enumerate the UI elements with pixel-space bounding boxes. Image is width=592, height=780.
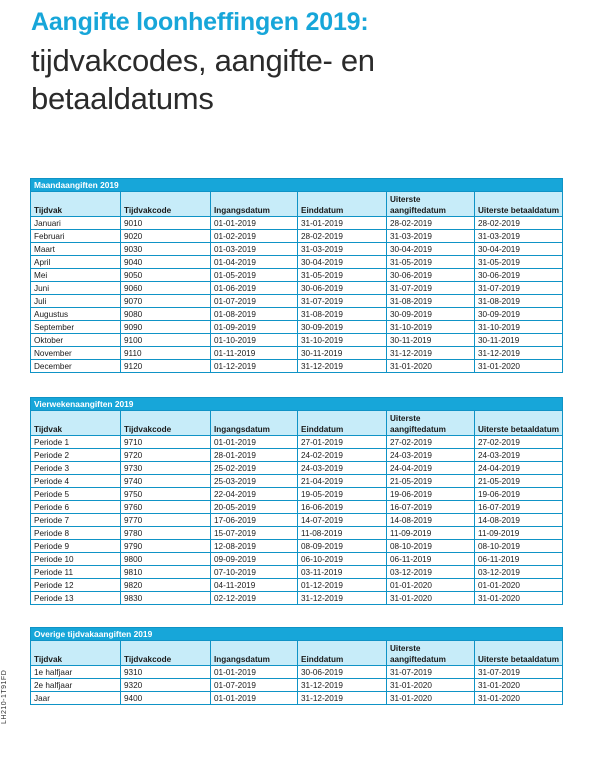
table-cell: Mei bbox=[31, 269, 121, 282]
table-cell: November bbox=[31, 347, 121, 360]
table-cell: 08-10-2019 bbox=[387, 540, 475, 553]
table-row bbox=[31, 321, 563, 334]
table-caption-row bbox=[31, 398, 563, 411]
table-row bbox=[31, 501, 563, 514]
column-header: Uiterste betaaldatum bbox=[475, 641, 563, 666]
table-cell: 31-05-2019 bbox=[298, 269, 387, 282]
table-cell: 27-02-2019 bbox=[475, 436, 563, 449]
column-header: Tijdvak bbox=[31, 411, 121, 436]
table-header-row bbox=[31, 641, 563, 666]
table-vierwekenaangiften bbox=[30, 397, 562, 605]
table-cell: 9820 bbox=[121, 579, 211, 592]
table-cell: 16-07-2019 bbox=[387, 501, 475, 514]
table-cell: 12-08-2019 bbox=[211, 540, 298, 553]
table-cell: December bbox=[31, 360, 121, 373]
column-header: Tijdvak bbox=[31, 192, 121, 217]
table-caption-row bbox=[31, 628, 563, 641]
table-cell: 31-07-2019 bbox=[475, 666, 563, 679]
table-cell: 31-12-2019 bbox=[298, 692, 387, 705]
table-cell: 30-11-2019 bbox=[475, 334, 563, 347]
table-cell: 30-09-2019 bbox=[387, 308, 475, 321]
table-cell: 01-02-2019 bbox=[211, 230, 298, 243]
data-table bbox=[30, 627, 563, 705]
table-cell: 24-02-2019 bbox=[298, 449, 387, 462]
table-cell: 31-01-2020 bbox=[387, 592, 475, 605]
table-cell: 9740 bbox=[121, 475, 211, 488]
table-cell: 31-01-2020 bbox=[475, 679, 563, 692]
table-cell: 31-12-2019 bbox=[387, 347, 475, 360]
table-cell: Januari bbox=[31, 217, 121, 230]
column-header: Tijdvak bbox=[31, 641, 121, 666]
table-cell: 01-01-2019 bbox=[211, 666, 298, 679]
table-cell: 1e halfjaar bbox=[31, 666, 121, 679]
table-row bbox=[31, 679, 563, 692]
table-cell: 31-07-2019 bbox=[387, 282, 475, 295]
table-cell: 31-01-2020 bbox=[387, 692, 475, 705]
table-cell: Periode 7 bbox=[31, 514, 121, 527]
table-cell: 03-12-2019 bbox=[387, 566, 475, 579]
table-cell: 9090 bbox=[121, 321, 211, 334]
table-caption: Vierwekenaangiften 2019 bbox=[31, 398, 563, 411]
data-table bbox=[30, 178, 563, 373]
table-cell: 31-03-2019 bbox=[475, 230, 563, 243]
table-cell: 19-05-2019 bbox=[298, 488, 387, 501]
table-cell: 31-08-2019 bbox=[475, 295, 563, 308]
table-cell: 30-09-2019 bbox=[475, 308, 563, 321]
table-cell: 16-06-2019 bbox=[298, 501, 387, 514]
table-cell: 03-11-2019 bbox=[298, 566, 387, 579]
table-cell: 31-01-2020 bbox=[387, 679, 475, 692]
column-header: Tijdvakcode bbox=[121, 411, 211, 436]
table-cell: 01-01-2020 bbox=[387, 579, 475, 592]
table-cell: 01-01-2019 bbox=[211, 217, 298, 230]
table-cell: 22-04-2019 bbox=[211, 488, 298, 501]
table-cell: 9030 bbox=[121, 243, 211, 256]
table-cell: 30-04-2019 bbox=[298, 256, 387, 269]
table-cell: 27-01-2019 bbox=[298, 436, 387, 449]
table-cell: 9050 bbox=[121, 269, 211, 282]
column-header: Tijdvakcode bbox=[121, 641, 211, 666]
table-cell: 28-01-2019 bbox=[211, 449, 298, 462]
table-row bbox=[31, 540, 563, 553]
table-cell: 16-07-2019 bbox=[475, 501, 563, 514]
table-row bbox=[31, 243, 563, 256]
table-cell: 9750 bbox=[121, 488, 211, 501]
table-cell: 25-03-2019 bbox=[211, 475, 298, 488]
table-cell: Periode 1 bbox=[31, 436, 121, 449]
table-cell: 30-11-2019 bbox=[387, 334, 475, 347]
table-cell: 9120 bbox=[121, 360, 211, 373]
table-row bbox=[31, 269, 563, 282]
table-cell: 01-12-2019 bbox=[298, 579, 387, 592]
table-cell: 31-05-2019 bbox=[387, 256, 475, 269]
table-cell: 30-06-2019 bbox=[298, 282, 387, 295]
table-row bbox=[31, 488, 563, 501]
table-cell: 14-08-2019 bbox=[387, 514, 475, 527]
table-cell: 31-07-2019 bbox=[298, 295, 387, 308]
table-cell: 9010 bbox=[121, 217, 211, 230]
table-caption: Maandaangiften 2019 bbox=[31, 179, 563, 192]
table-cell: 31-03-2019 bbox=[387, 230, 475, 243]
table-cell: 28-02-2019 bbox=[387, 217, 475, 230]
table-cell: April bbox=[31, 256, 121, 269]
table-cell: 14-07-2019 bbox=[298, 514, 387, 527]
column-header: Einddatum bbox=[298, 192, 387, 217]
table-cell: 31-01-2020 bbox=[475, 592, 563, 605]
table-cell: 01-12-2019 bbox=[211, 360, 298, 373]
table-cell: 9320 bbox=[121, 679, 211, 692]
table-cell: 24-04-2019 bbox=[475, 462, 563, 475]
table-cell: 17-06-2019 bbox=[211, 514, 298, 527]
table-cell: 06-11-2019 bbox=[475, 553, 563, 566]
table-cell: 01-01-2019 bbox=[211, 692, 298, 705]
table-cell: September bbox=[31, 321, 121, 334]
table-cell: 24-03-2019 bbox=[298, 462, 387, 475]
table-cell: Juni bbox=[31, 282, 121, 295]
table-cell: 01-10-2019 bbox=[211, 334, 298, 347]
table-cell: 02-12-2019 bbox=[211, 592, 298, 605]
column-header: Einddatum bbox=[298, 411, 387, 436]
table-cell: 31-01-2020 bbox=[475, 360, 563, 373]
table-cell: 31-10-2019 bbox=[387, 321, 475, 334]
table-cell: 9100 bbox=[121, 334, 211, 347]
table-row bbox=[31, 295, 563, 308]
table-cell: 9060 bbox=[121, 282, 211, 295]
table-cell: 30-06-2019 bbox=[298, 666, 387, 679]
table-row bbox=[31, 566, 563, 579]
table-cell: 15-07-2019 bbox=[211, 527, 298, 540]
table-overige-tijdvakaangiften bbox=[30, 627, 562, 705]
table-cell: Augustus bbox=[31, 308, 121, 321]
table-cell: 9810 bbox=[121, 566, 211, 579]
column-header: Tijdvakcode bbox=[121, 192, 211, 217]
page-subtitle: tijdvakcodes, aangifte- en betaaldatums bbox=[31, 43, 375, 116]
table-cell: Juli bbox=[31, 295, 121, 308]
column-header: Einddatum bbox=[298, 641, 387, 666]
table-cell: 03-12-2019 bbox=[475, 566, 563, 579]
table-cell: 9080 bbox=[121, 308, 211, 321]
table-cell: 31-08-2019 bbox=[387, 295, 475, 308]
table-row bbox=[31, 360, 563, 373]
table-cell: 31-12-2019 bbox=[475, 347, 563, 360]
table-cell: 01-03-2019 bbox=[211, 243, 298, 256]
table-cell: 11-08-2019 bbox=[298, 527, 387, 540]
column-header: Uiterste aangiftedatum bbox=[387, 641, 475, 666]
table-cell: Periode 8 bbox=[31, 527, 121, 540]
table-cell: 9020 bbox=[121, 230, 211, 243]
table-cell: 24-04-2019 bbox=[387, 462, 475, 475]
table-cell: 30-04-2019 bbox=[387, 243, 475, 256]
table-cell: Periode 10 bbox=[31, 553, 121, 566]
table-header-row bbox=[31, 192, 563, 217]
table-row bbox=[31, 334, 563, 347]
table-cell: 31-05-2019 bbox=[475, 256, 563, 269]
table-row bbox=[31, 347, 563, 360]
table-cell: 31-08-2019 bbox=[298, 308, 387, 321]
page-title: Aangifte loonheffingen 2019: bbox=[31, 8, 369, 36]
table-cell: 31-07-2019 bbox=[387, 666, 475, 679]
table-cell: 30-11-2019 bbox=[298, 347, 387, 360]
table-row bbox=[31, 436, 563, 449]
table-cell: 11-09-2019 bbox=[475, 527, 563, 540]
table-row bbox=[31, 449, 563, 462]
table-cell: 04-11-2019 bbox=[211, 579, 298, 592]
table-cell: 08-10-2019 bbox=[475, 540, 563, 553]
table-cell: 9310 bbox=[121, 666, 211, 679]
table-row bbox=[31, 514, 563, 527]
table-cell: 31-10-2019 bbox=[298, 334, 387, 347]
table-row bbox=[31, 579, 563, 592]
table-cell: Periode 11 bbox=[31, 566, 121, 579]
table-caption-row bbox=[31, 179, 563, 192]
table-cell: 31-12-2019 bbox=[298, 360, 387, 373]
column-header: Ingangsdatum bbox=[211, 192, 298, 217]
table-cell: Maart bbox=[31, 243, 121, 256]
table-header-row bbox=[31, 411, 563, 436]
table-cell: 14-08-2019 bbox=[475, 514, 563, 527]
table-cell: 19-06-2019 bbox=[387, 488, 475, 501]
column-header: Uiterste aangiftedatum bbox=[387, 192, 475, 217]
table-cell: 9110 bbox=[121, 347, 211, 360]
table-cell: 09-09-2019 bbox=[211, 553, 298, 566]
table-cell: 01-01-2020 bbox=[475, 579, 563, 592]
table-cell: Periode 4 bbox=[31, 475, 121, 488]
table-row bbox=[31, 282, 563, 295]
table-cell: 31-01-2020 bbox=[475, 692, 563, 705]
table-row bbox=[31, 592, 563, 605]
table-cell: Periode 2 bbox=[31, 449, 121, 462]
table-cell: 01-05-2019 bbox=[211, 269, 298, 282]
table-cell: Oktober bbox=[31, 334, 121, 347]
table-cell: 9400 bbox=[121, 692, 211, 705]
table-cell: 9770 bbox=[121, 514, 211, 527]
table-cell: 07-10-2019 bbox=[211, 566, 298, 579]
table-cell: 24-03-2019 bbox=[387, 449, 475, 462]
column-header: Uiterste betaaldatum bbox=[475, 411, 563, 436]
table-cell: 06-10-2019 bbox=[298, 553, 387, 566]
table-row bbox=[31, 230, 563, 243]
column-header: Ingangsdatum bbox=[211, 641, 298, 666]
table-cell: Periode 6 bbox=[31, 501, 121, 514]
table-cell: 06-11-2019 bbox=[387, 553, 475, 566]
table-cell: 9710 bbox=[121, 436, 211, 449]
table-cell: 08-09-2019 bbox=[298, 540, 387, 553]
table-row bbox=[31, 692, 563, 705]
table-row bbox=[31, 666, 563, 679]
table-cell: 9780 bbox=[121, 527, 211, 540]
table-cell: 01-06-2019 bbox=[211, 282, 298, 295]
table-cell: 27-02-2019 bbox=[387, 436, 475, 449]
table-cell: 9760 bbox=[121, 501, 211, 514]
table-cell: 2e halfjaar bbox=[31, 679, 121, 692]
table-cell: Periode 3 bbox=[31, 462, 121, 475]
table-row bbox=[31, 475, 563, 488]
table-cell: 01-01-2019 bbox=[211, 436, 298, 449]
document-code: LH210-1T91FD bbox=[1, 669, 8, 724]
table-cell: 30-04-2019 bbox=[475, 243, 563, 256]
table-cell: 9800 bbox=[121, 553, 211, 566]
table-cell: 01-07-2019 bbox=[211, 679, 298, 692]
table-cell: 31-01-2020 bbox=[387, 360, 475, 373]
table-cell: 01-07-2019 bbox=[211, 295, 298, 308]
table-cell: Periode 13 bbox=[31, 592, 121, 605]
table-cell: 31-07-2019 bbox=[475, 282, 563, 295]
column-header: Uiterste aangiftedatum bbox=[387, 411, 475, 436]
table-cell: 28-02-2019 bbox=[298, 230, 387, 243]
table-cell: 31-03-2019 bbox=[298, 243, 387, 256]
table-row bbox=[31, 217, 563, 230]
table-cell: 30-09-2019 bbox=[298, 321, 387, 334]
table-cell: 01-08-2019 bbox=[211, 308, 298, 321]
table-cell: 30-06-2019 bbox=[475, 269, 563, 282]
table-cell: 9790 bbox=[121, 540, 211, 553]
table-row bbox=[31, 462, 563, 475]
table-cell: Periode 9 bbox=[31, 540, 121, 553]
table-cell: 9040 bbox=[121, 256, 211, 269]
table-cell: 21-05-2019 bbox=[475, 475, 563, 488]
table-cell: Periode 5 bbox=[31, 488, 121, 501]
table-cell: 28-02-2019 bbox=[475, 217, 563, 230]
table-cell: 31-10-2019 bbox=[475, 321, 563, 334]
column-header: Uiterste betaaldatum bbox=[475, 192, 563, 217]
table-row bbox=[31, 308, 563, 321]
table-cell: 30-06-2019 bbox=[387, 269, 475, 282]
table-cell: 01-04-2019 bbox=[211, 256, 298, 269]
table-cell: 9070 bbox=[121, 295, 211, 308]
table-cell: 31-12-2019 bbox=[298, 679, 387, 692]
table-cell: 01-11-2019 bbox=[211, 347, 298, 360]
table-cell: 01-09-2019 bbox=[211, 321, 298, 334]
table-cell: 25-02-2019 bbox=[211, 462, 298, 475]
table-cell: 31-01-2019 bbox=[298, 217, 387, 230]
table-cell: Periode 12 bbox=[31, 579, 121, 592]
table-cell: Februari bbox=[31, 230, 121, 243]
table-cell: 20-05-2019 bbox=[211, 501, 298, 514]
table-row bbox=[31, 527, 563, 540]
table-caption: Overige tijdvakaangiften 2019 bbox=[31, 628, 563, 641]
table-row bbox=[31, 553, 563, 566]
data-table bbox=[30, 397, 563, 605]
table-cell: 19-06-2019 bbox=[475, 488, 563, 501]
column-header: Ingangsdatum bbox=[211, 411, 298, 436]
table-cell: 21-04-2019 bbox=[298, 475, 387, 488]
table-row bbox=[31, 256, 563, 269]
table-maandaangiften bbox=[30, 178, 562, 373]
table-cell: 9830 bbox=[121, 592, 211, 605]
table-cell: 9730 bbox=[121, 462, 211, 475]
table-cell: 31-12-2019 bbox=[298, 592, 387, 605]
table-cell: 21-05-2019 bbox=[387, 475, 475, 488]
table-cell: 9720 bbox=[121, 449, 211, 462]
table-cell: 11-09-2019 bbox=[387, 527, 475, 540]
table-cell: Jaar bbox=[31, 692, 121, 705]
table-cell: 24-03-2019 bbox=[475, 449, 563, 462]
